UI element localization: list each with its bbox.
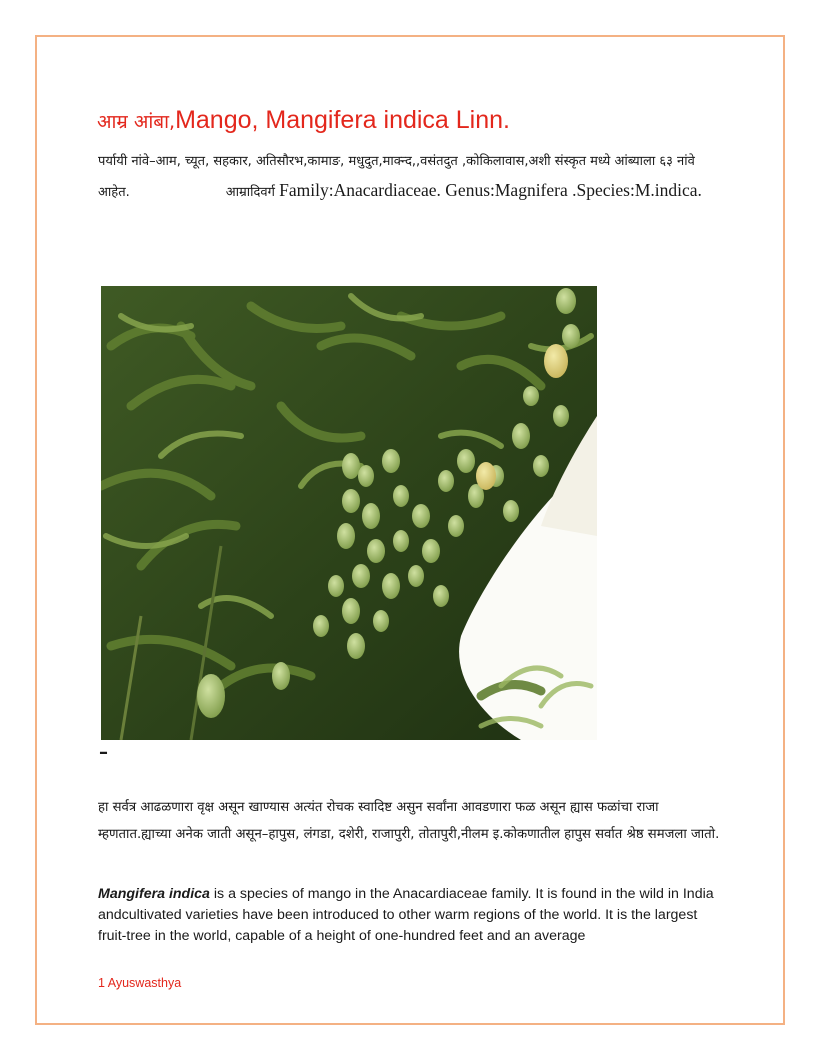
synonyms-text: पर्यायी नांवे–आम, च्यूत, सहकार, अतिसौरभ,कामाङ, मधुदुत,माक्न्द,,वसंतदुत ,कोकिलावास,अशी संस्कृत मध्ये आंब्याला ६३ नांवे आहेत. xyxy=(98,154,695,200)
family-marathi: आम्रादिवर्ग xyxy=(225,185,275,200)
page-title xyxy=(97,98,510,136)
taxonomy-text: Family:Anacardiaceae. Genus:Magnifera .Species:M.indica. xyxy=(279,180,702,200)
synonyms-paragraph xyxy=(98,148,718,207)
footer-page-label: 1 Ayuswasthya xyxy=(98,976,182,990)
paragraph-marathi: हा सर्वत्र आढळणारा वृक्ष असून खाण्यास अत्यंत रोचक स्वादिष्ट असुन सर्वांना आवडणारा फळ असून ह्यास फळांचा राजा म्हणतात.ह्याच्या अनेक जाती असून–हापुस, लंगडा, दशेरी, राजापुरी, तोतापुरी,नीलम इ.कोकणातील हापुस सर्वात श्रेष्ठ समजला जातो. xyxy=(98,800,720,842)
title-latin: Mango, Mangifera indica Linn. xyxy=(175,106,510,134)
species-name: Mangifera indica xyxy=(98,886,210,902)
paragraph-english xyxy=(98,884,726,947)
paragraph-english-text: is a species of mango in the Anacardiaceae family. It is found in the wild in India andcultivated varieties have been introduced to other warm regions of the world. It is the largest fruit-tree in the world, capable of a height of one-hundred feet and an average xyxy=(98,886,714,944)
dash-mark: – xyxy=(99,742,108,763)
title-devanagari: आम्र आंबा, xyxy=(97,111,176,133)
mango-tree-photo xyxy=(101,286,597,740)
